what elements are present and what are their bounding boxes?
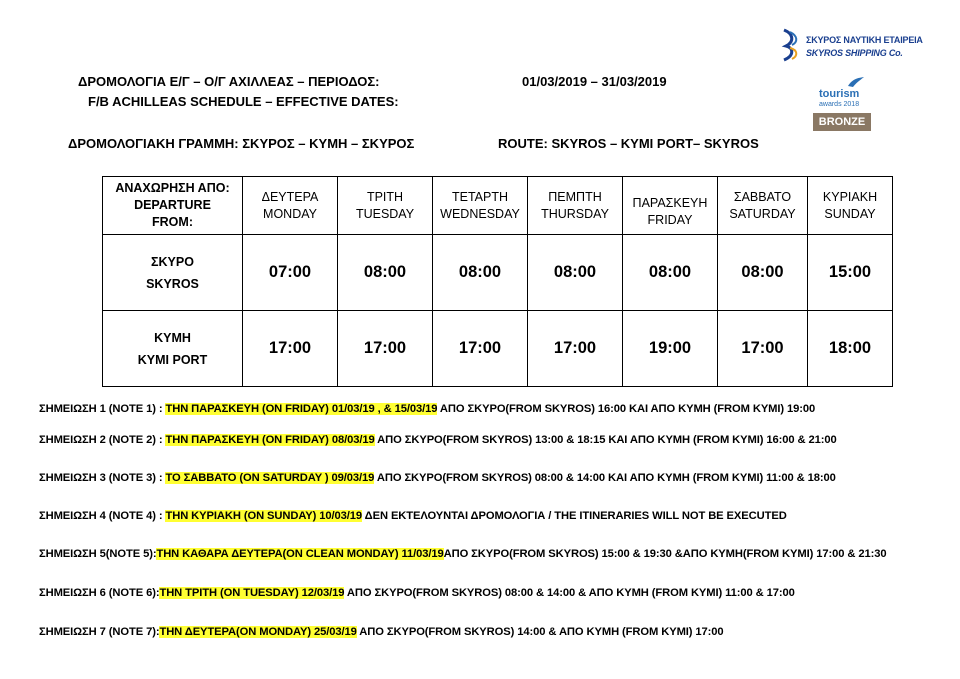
- day-header-friday: ΠΑΡΑΣΚΕΥΗ FRIDAY: [623, 177, 718, 235]
- time-cell: 17:00: [528, 311, 623, 387]
- port-cell: ΣΚΥΡΟ SKYROS: [103, 235, 243, 311]
- port-cell: ΚΥΜΗ KYMI PORT: [103, 311, 243, 387]
- note-label: ΣΗΜΕΙΩΣΗ 4 (NOTE 4) :: [39, 510, 166, 522]
- time-cell: 17:00: [433, 311, 528, 387]
- day-header-thursday: ΠΕΜΠΤΗ THURSDAY: [528, 177, 623, 235]
- note-3: [39, 472, 836, 484]
- note-highlight: ΤΗΝ ΠΑΡΑΣΚΕΥΗ (ON FRIDAY) 08/03/19: [165, 434, 375, 446]
- time-cell: 07:00: [243, 235, 338, 311]
- time-cell: 15:00: [808, 235, 893, 311]
- award-title: tourism: [819, 88, 860, 100]
- tourism-award-logo: [813, 74, 871, 131]
- award-subtitle: awards 2018: [819, 101, 860, 108]
- wave-sail-icon: [780, 28, 802, 62]
- note-text: ΔΕΝ ΕΚΤΕΛΟΥΝΤΑΙ ΔΡΟΜΟΛΟΓΙΑ / THE ITINERARIES WILL NOT BE EXECUTED: [362, 510, 787, 522]
- note-label: ΣΗΜΕΙΩΣΗ 3 (NOTE 3) :: [39, 472, 166, 484]
- note-1: [39, 403, 815, 415]
- time-cell: 08:00: [718, 235, 808, 311]
- note-5: [39, 548, 886, 560]
- note-highlight: ΤΗΝ ΚΑΘΑΡΑ ΔΕΥΤΕΡΑ(ON CLEAN MONDAY) 11/03/19: [156, 548, 444, 560]
- note-highlight: ΤΗΝ ΚΥΡΙΑΚΗ (ON SUNDAY) 10/03/19: [165, 510, 363, 522]
- note-highlight: ΤΗΝ ΤΡΙΤΗ (ON TUESDAY) 12/03/19: [159, 587, 345, 599]
- note-text: ΑΠΟ ΣΚΥΡΟ(FROM SKYROS) 15:00 & 19:30 &ΑΠΟ ΚΥΜΗ(FROM KYMI) 17:00 & 21:30: [443, 548, 887, 560]
- company-name-english: SKYROS SHIPPING Co.: [806, 48, 903, 58]
- route-greek: ΔΡΟΜΟΛΟΓΙΑΚΗ ΓΡΑΜΜΗ: ΣΚΥΡΟΣ – ΚΥΜΗ – ΣΚΥΡΟΣ: [68, 136, 415, 151]
- company-name-greek: ΣΚΥΡΟΣ ΝΑΥΤΙΚΗ ΕΤΑΙΡΕΙΑ: [806, 35, 923, 45]
- time-cell: 18:00: [808, 311, 893, 387]
- day-header-sunday: ΚΥΡΙΑΚΗ SUNDAY: [808, 177, 893, 235]
- note-text: ΑΠΟ ΣΚΥΡΟ(FROM SKYROS) 13:00 & 18:15 ΚΑΙ ΑΠΟ ΚΥΜΗ (FROM KYMI) 16:00 & 21:00: [374, 434, 837, 446]
- table-row-skyros: [103, 235, 893, 311]
- note-label: ΣΗΜΕΙΩΣΗ 2 (NOTE 2) :: [39, 434, 166, 446]
- note-text: ΑΠΟ ΣΚΥΡΟ(FROM SKYROS) 08:00 & 14:00 & ΑΠΟ ΚΥΜΗ (FROM KYMI) 11:00 & 17:00: [344, 587, 795, 599]
- table-header-row: [103, 177, 893, 235]
- schedule-title-english: F/B ACHILLEAS SCHEDULE – EFFECTIVE DATES:: [88, 94, 399, 109]
- note-highlight: ΤΟ ΣΑΒΒΑΤΟ (ON SATURDAY ) 09/03/19: [165, 472, 375, 484]
- note-label: ΣΗΜΕΙΩΣΗ 7 (NOTE 7):: [39, 626, 160, 638]
- time-cell: 08:00: [338, 235, 433, 311]
- time-cell: 08:00: [433, 235, 528, 311]
- time-cell: 08:00: [623, 235, 718, 311]
- time-cell: 17:00: [718, 311, 808, 387]
- schedule-table: [102, 176, 893, 387]
- company-logo: [780, 26, 923, 64]
- note-6: [39, 587, 795, 599]
- bird-icon: [847, 76, 865, 88]
- departure-from-header: ΑΝΑΧΩΡΗΣΗ ΑΠΟ: DEPARTURE FROM:: [103, 177, 243, 235]
- note-highlight: ΤΗΝ ΔΕΥΤΕΡΑ(ON MONDAY) 25/03/19: [159, 626, 357, 638]
- note-label: ΣΗΜΕΙΩΣΗ 6 (NOTE 6):: [39, 587, 160, 599]
- time-cell: 08:00: [528, 235, 623, 311]
- route-english: ROUTE: SKYROS – KYMI PORT– SKYROS: [498, 136, 759, 151]
- time-cell: 19:00: [623, 311, 718, 387]
- schedule-title-greek: ΔΡΟΜΟΛΟΓΙΑ Ε/Γ – Ο/Γ ΑΧΙΛΛΕΑΣ – ΠΕΡΙΟΔΟΣ:: [78, 74, 380, 89]
- time-cell: 17:00: [243, 311, 338, 387]
- note-highlight: ΤΗΝ ΠΑΡΑΣΚΕΥΗ (ON FRIDAY) 01/03/19 , & 15/03/19: [165, 403, 438, 415]
- day-header-tuesday: ΤΡΙΤΗ TUESDAY: [338, 177, 433, 235]
- note-text: ΑΠΟ ΣΚΥΡΟ(FROM SKYROS) 08:00 & 14:00 ΚΑΙ ΑΠΟ ΚΥΜΗ (FROM KYMI) 11:00 & 18:00: [374, 472, 836, 484]
- day-header-monday: ΔΕΥΤΕΡΑ MONDAY: [243, 177, 338, 235]
- day-header-saturday: ΣΑΒΒΑΤΟ SATURDAY: [718, 177, 808, 235]
- effective-dates: 01/03/2019 – 31/03/2019: [522, 74, 667, 89]
- award-badge: BRONZE: [813, 113, 871, 131]
- day-header-wednesday: ΤΕΤΑΡΤΗ WEDNESDAY: [433, 177, 528, 235]
- note-2: [39, 434, 837, 446]
- time-cell: 17:00: [338, 311, 433, 387]
- note-text: ΑΠΟ ΣΚΥΡΟ(FROM SKYROS) 16:00 ΚΑΙ ΑΠΟ ΚΥΜΗ (FROM KYMI) 19:00: [437, 403, 816, 415]
- note-label: ΣΗΜΕΙΩΣΗ 5(NOTE 5):: [39, 548, 157, 560]
- table-row-kymi: [103, 311, 893, 387]
- note-7: [39, 626, 724, 638]
- note-label: ΣΗΜΕΙΩΣΗ 1 (NOTE 1) :: [39, 403, 166, 415]
- note-4: [39, 510, 787, 522]
- note-text: ΑΠΟ ΣΚΥΡΟ(FROM SKYROS) 14:00 & ΑΠΟ ΚΥΜΗ (FROM KYMI) 17:00: [356, 626, 724, 638]
